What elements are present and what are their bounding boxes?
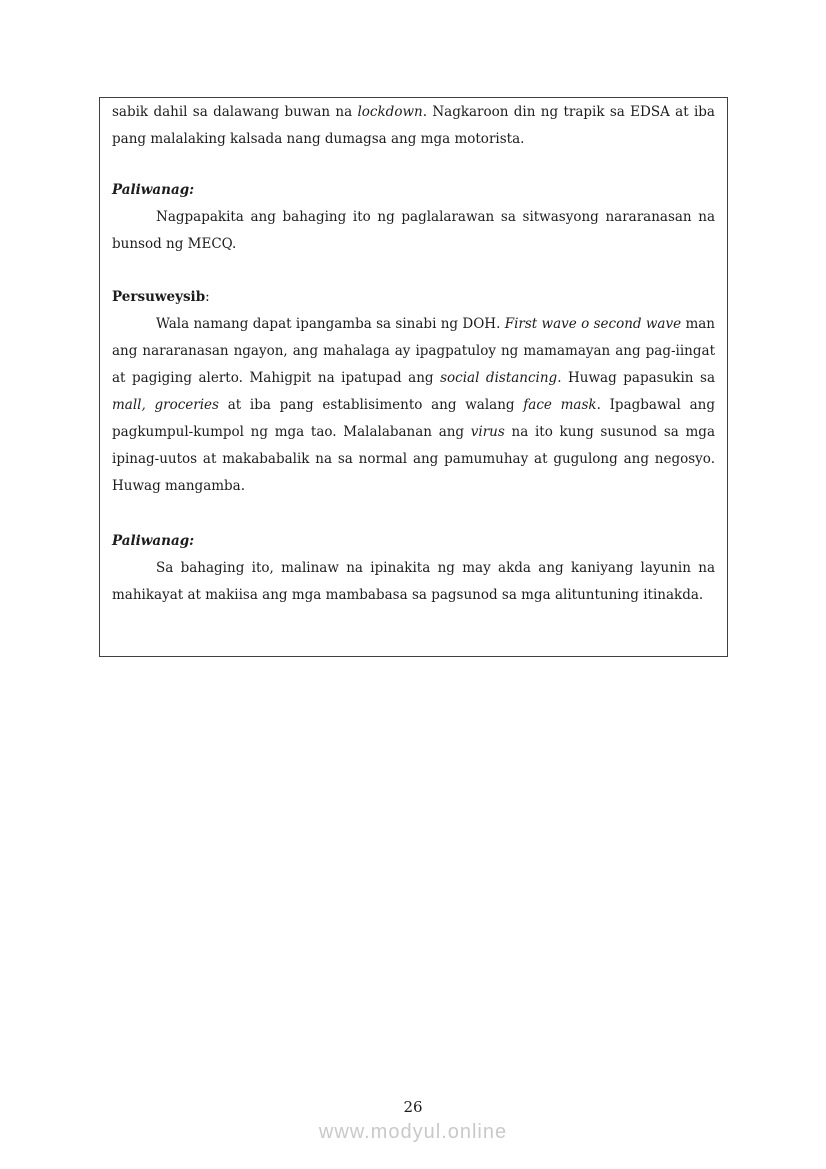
heading-persuweysib xyxy=(112,284,715,311)
heading-paliwanag-2: Paliwanag: xyxy=(112,533,195,549)
watermark-text: www.modyul.online xyxy=(318,1121,508,1143)
page-number: 26 xyxy=(403,1098,423,1116)
paragraph-intro: sabik dahil sa dalawang buwan na lockdown. Nagkaroon din ng trapik sa EDSA at iba pang malalaking kalsada nang dumagsa ang mga motorista. xyxy=(112,104,715,147)
content-box xyxy=(99,97,728,657)
paragraph-persuweysib: Wala namang dapat ipangamba sa sinabi ng DOH. First wave o second wave man ang nararanasan ngayon, ang mahalaga ay ipagpatuloy ng mamamayan ang pag-iingat at pagiging alerto. Mahigpit na ipatupad ang social distancing. Huwag papasukin sa mall, groceries at iba pang establisimento ang walang face mask. Ipagbawal ang pagkumpul-kumpol ng mga tao. Malalabanan ang virus na ito kung susunod sa mga ipinag-uutos at makababalik na sa normal ang pamumuhay at gugulong ang negosyo. Huwag mangamba. xyxy=(112,316,715,494)
heading-persuweysib-colon: : xyxy=(205,289,210,305)
paragraph-paliwanag-1: Nagpapakita ang bahaging ito ng paglalarawan sa sitwasyong nararanasan na bunsod ng MECQ. xyxy=(112,209,715,252)
paragraph-paliwanag-2: Sa bahaging ito, malinaw na ipinakita ng may akda ang kaniyang layunin na mahikayat at makiisa ang mga mambabasa sa pagsunod sa mga alituntuning itinakda. xyxy=(112,560,715,603)
heading-paliwanag-1: Paliwanag: xyxy=(112,182,195,198)
heading-persuweysib-label: Persuweysib xyxy=(112,289,206,305)
